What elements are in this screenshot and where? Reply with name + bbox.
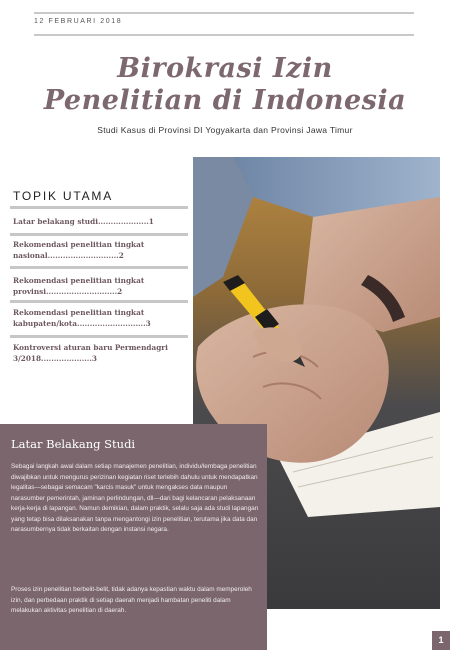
page-number: 1 bbox=[432, 631, 450, 650]
toc-divider bbox=[10, 233, 188, 236]
toc-divider bbox=[10, 266, 188, 269]
toc-item-latar-belakang[interactable]: Latar belakang studi....................1 bbox=[13, 217, 154, 226]
section-paragraph-1: Sebagai langkah awal dalam setiap manajemen penelitian, individu/lembaga penelitian diwajibkan untuk mengurus perizinan kegiatan riset terlebih dahulu untuk mendapatkan legalitas—sebagai semacam "karcis masuk" untuk mengakses data maupun narasumber pemerintah, jaminan perlindungan, dll—dari bagi kelancaran pelaksanaan kerja-kerja di lapangan. Namun demikian, dalam praktik, selalu saja ada studi lapangan yang tetap bisa dilaksanakan tanpa mengantongi izin penelitian, terutama jika data dan narasumbernya tidak berkaitan dengan instansi negara. bbox=[11, 463, 259, 533]
issue-date: 12 FEBRUARI 2018 bbox=[34, 18, 123, 25]
toc-divider bbox=[10, 335, 188, 338]
page-title-line-2: Penelitian di Indonesia bbox=[43, 85, 407, 116]
date-rule bbox=[34, 34, 414, 36]
toc-divider bbox=[10, 206, 188, 209]
section-title: Latar Belakang Studi bbox=[11, 437, 136, 451]
toc-item-kabupaten[interactable]: Rekomendasi penelitian tingkat kabupaten/kota...........................3 bbox=[13, 308, 151, 328]
page-subtitle: Studi Kasus di Provinsi DI Yogyakarta dan Provinsi Jawa Timur bbox=[97, 125, 353, 135]
section-paragraph-2: Proses izin penelitian berbelit-belit, tidak adanya kepastian waktu dalam memperoleh izin, dan perbedaan praktik di setiap daerah menjadi hambatan peneliti dalam melakukan aktivitas penelitian di daerah. bbox=[11, 586, 252, 614]
top-rule bbox=[34, 12, 414, 14]
page-title-line-1: Birokrasi Izin bbox=[117, 53, 333, 84]
toc-item-kontroversi[interactable]: Kontroversi aturan baru Permendagri 3/2018....................3 bbox=[13, 343, 168, 363]
toc-divider bbox=[10, 300, 188, 303]
toc-item-nasional[interactable]: Rekomendasi penelitian tingkat nasional............................2 bbox=[13, 240, 145, 260]
toc-heading: TOPIK UTAMA bbox=[13, 189, 114, 203]
toc-item-provinsi[interactable]: Rekomendasi penelitian tingkat provinsi............................2 bbox=[13, 276, 145, 296]
